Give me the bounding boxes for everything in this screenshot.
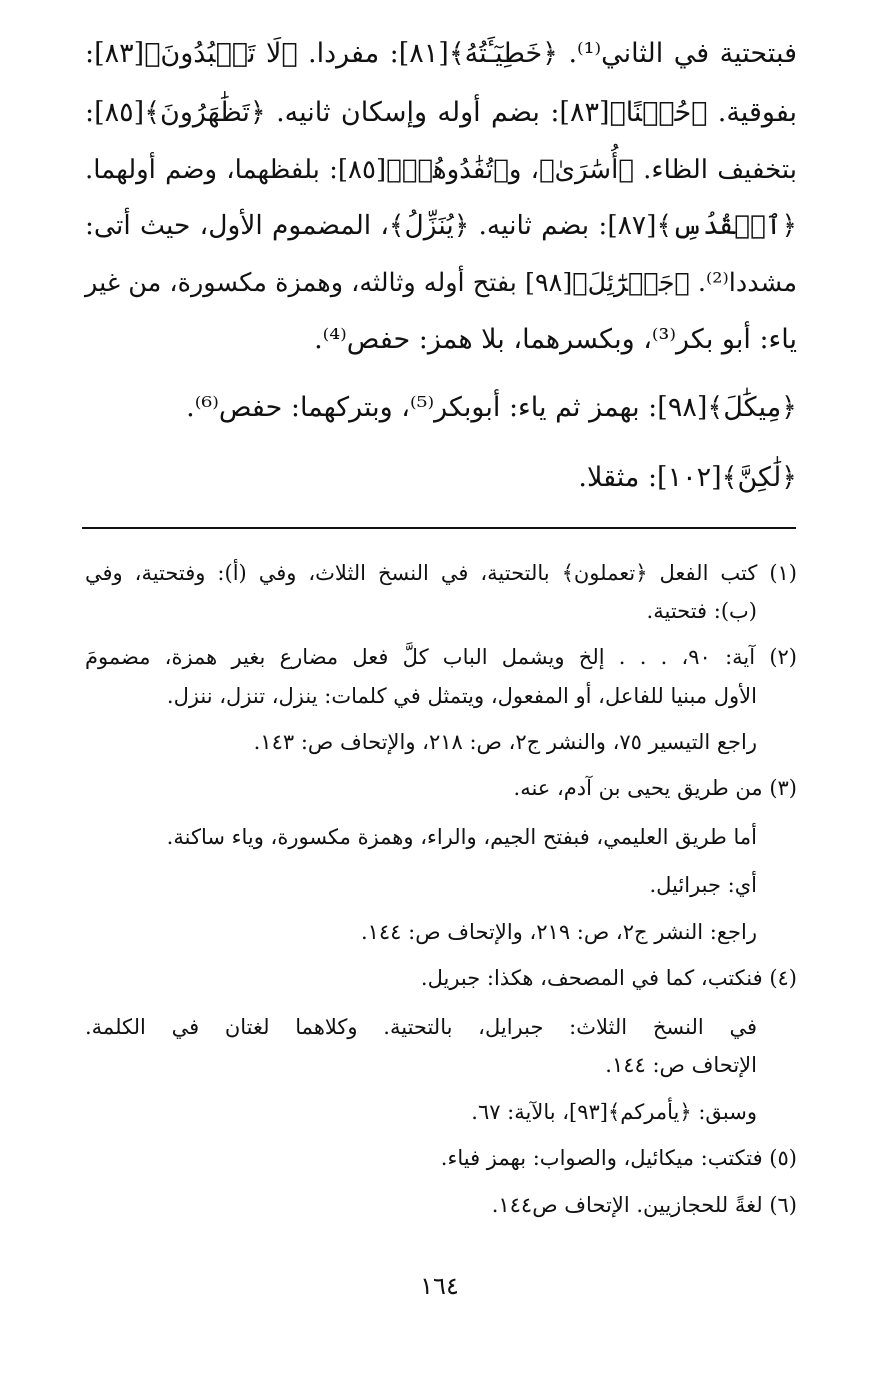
page-number: ١٦٤ xyxy=(420,1272,459,1300)
footnote-1-line-2: (ب): فتحتية. xyxy=(646,599,757,623)
footnote-3-line-3: أي: جبرائيل. xyxy=(649,873,757,897)
footnote-separator xyxy=(82,527,796,529)
main-text-line-7: ﴿مِيكَٰلَ﴾[٩٨]: بهمز ثم ياء: أبوبكر⁽⁵⁾، وبتركهما: حفص⁽⁶⁾. xyxy=(186,392,797,423)
main-text-line-8: ﴿لَٰكِنَّ﴾[١٠٢]: مثقلا. xyxy=(578,462,797,493)
footnote-3-line-4: راجع: النشر ج٢، ص: ٢١٩، والإتحاف ص: ١٤٤. xyxy=(360,920,757,944)
footnote-4-line-2: في النسخ الثلاث: جبرايل، بالتحتية. وكلاهما لغتان في الكلمة. xyxy=(85,1015,757,1039)
main-text-line-6: ياء: أبو بكر⁽³⁾، وبكسرهما، بلا همز: حفص⁽⁴⁾. xyxy=(314,324,797,355)
footnote-3-line-1: (٣) من طريق يحيى بن آدم، عنه. xyxy=(513,776,797,800)
main-text-line-4: ﴿ٱلۡقُدُسِ﴾[٨٧]: بضم ثانيه. ﴿يُنَزِّلُ﴾، المضموم الأول، حيث أتى: xyxy=(85,210,797,241)
footnote-2-line-1: (٢) آية: ٩٠، . . . إلخ ويشمل الباب كلَّ فعل مضارع بغير همزة، مضمومَ xyxy=(85,645,797,669)
footnote-5: (٥) فتكتب: ميكائيل، والصواب: بهمز فياء. xyxy=(440,1146,797,1170)
footnote-2-line-3: راجع التيسير ٧٥، والنشر ج٢، ص: ٢١٨، والإتحاف ص: ١٤٣. xyxy=(253,730,757,754)
main-text-line-1: فبتحتية في الثاني⁽¹⁾. ﴿خَطِيٓـَٔتُهُ﴾[٨١]: مفردا. ﴿لَا تَعۡبُدُونَ﴾[٨٣]: xyxy=(85,38,798,69)
main-text-line-3: بتخفيف الظاء. ﴿أُسَٰرَىٰ﴾، و﴿تُفَٰدُوهُمۡ﴾[٨٥]: بلفظهما، وضم أولهما. xyxy=(85,155,797,185)
main-text-line-5: مشددا⁽²⁾. ﴿جَبۡرَٰٓئِلَ﴾[٩٨] بفتح أوله وثالثه، وهمزة مكسورة، من غير xyxy=(85,268,797,298)
footnote-4-line-4: وسبق: ﴿يأمركم﴾[٩٣]، بالآية: ٦٧. xyxy=(471,1100,757,1124)
footnote-4-line-1: (٤) فنكتب، كما في المصحف، هكذا: جبريل. xyxy=(420,966,797,990)
footnote-6: (٦) لغةً للحجازيين. الإتحاف ص١٤٤. xyxy=(491,1193,797,1217)
footnote-1-line-1: (١) كتب الفعل ﴿تعملون﴾ بالتحتية، في النسخ الثلاث، وفي (أ): وفتحتية، وفي xyxy=(85,561,797,585)
footnote-3-line-2: أما طريق العليمي، فبفتح الجيم، والراء، وهمزة مكسورة، وياء ساكنة. xyxy=(166,825,757,849)
footnote-2-line-2: الأول مبنيا للفاعل، أو المفعول، ويتمثل في كلمات: ينزل، تنزل، ننزل. xyxy=(166,684,757,708)
footnote-4-line-3: الإتحاف ص: ١٤٤. xyxy=(605,1053,757,1077)
main-text-line-2: بفوقية. ﴿حُسۡنًا﴾[٨٣]: بضم أوله وإسكان ثانيه. ﴿تَظَٰهَرُونَ﴾[٨٥]: xyxy=(85,97,797,128)
